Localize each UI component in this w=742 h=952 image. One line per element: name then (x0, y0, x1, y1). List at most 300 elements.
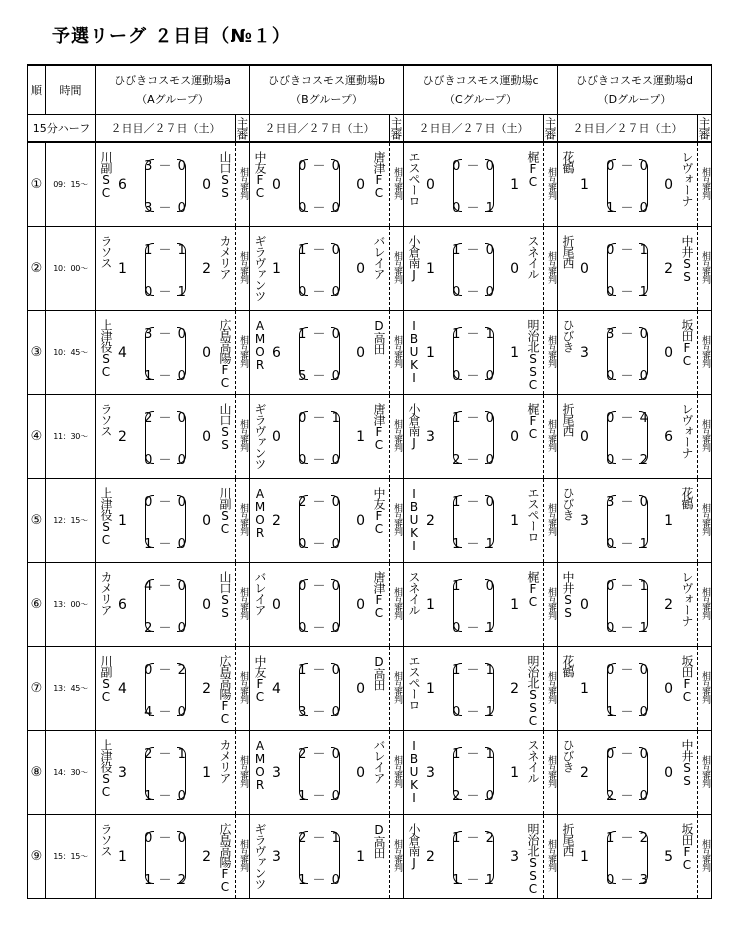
second-half-score: 0 － 1 (144, 285, 187, 300)
home-score: 4 (118, 344, 127, 361)
second-half-score: 0 － 1 (452, 201, 495, 216)
second-half-score: 0 － 1 (452, 705, 495, 720)
away-score: 1 (510, 344, 519, 361)
home-team: カメリア (99, 571, 113, 615)
match-cell (250, 227, 390, 311)
referee-cell: 相互審判 (698, 815, 712, 899)
match-cell (250, 563, 390, 647)
away-score: 0 (356, 260, 365, 277)
kickoff-time: 13：00～ (46, 563, 96, 647)
second-half-score: 0 － 0 (298, 201, 341, 216)
home-score: 3 (580, 344, 589, 361)
referee-cell: 相互審判 (236, 311, 250, 395)
home-team: 中友FC (253, 655, 267, 703)
second-half-score: 0 － 0 (606, 369, 649, 384)
referee-cell: 相互審判 (698, 227, 712, 311)
home-team: 折尾西 (561, 823, 575, 856)
away-score: 2 (664, 260, 673, 277)
home-score: 1 (272, 260, 281, 277)
away-team: 山口SS (218, 571, 232, 619)
match-cell (96, 395, 236, 479)
away-team: レヴォーナ (680, 571, 694, 626)
away-score: 0 (664, 680, 673, 697)
first-half-score: 1 0 (452, 579, 495, 594)
date-label: ２日目／２７日（土） (96, 115, 236, 143)
away-team: バレイア (372, 739, 386, 783)
bracket-right (331, 159, 340, 212)
round-number: ⑦ (28, 647, 46, 731)
match-cell (250, 395, 390, 479)
kickoff-time: 11：30～ (46, 395, 96, 479)
referee-cell: 相互審判 (698, 563, 712, 647)
second-half-score: 0 － 0 (298, 453, 341, 468)
second-half-score: 0 － 1 (606, 621, 649, 636)
home-team: エスペーロ (407, 151, 421, 206)
home-team: 上津役SC (99, 487, 113, 546)
away-team: 唐津FC (372, 571, 386, 619)
home-team: 川副SC (99, 655, 113, 703)
page-title: 予選リーグ ２日目（№１） (52, 26, 291, 47)
away-team: 山口SS (218, 151, 232, 199)
second-half-score: 1 － 1 (452, 873, 495, 888)
time-header: 時間 (46, 65, 96, 115)
first-half-score: 3 － 0 (144, 327, 187, 342)
away-team: 坂田FC (680, 319, 694, 367)
match-cell (96, 311, 236, 395)
bracket-right (485, 747, 494, 800)
home-team: ひびき (561, 319, 575, 352)
round-number: ④ (28, 395, 46, 479)
bracket-right (331, 327, 340, 380)
match-cell (558, 479, 698, 563)
referee-cell: 相互審判 (236, 815, 250, 899)
first-half-score: 1 － 1 (452, 327, 495, 342)
home-score: 3 (272, 764, 281, 781)
home-team: ギラヴァンツ (253, 235, 267, 301)
second-half-score: 1 － 2 (144, 873, 187, 888)
home-team: IBUKI (407, 487, 421, 552)
first-half-score: 2 － 0 (144, 411, 187, 426)
kickoff-time: 12：15～ (46, 479, 96, 563)
first-half-score: 1 － 0 (452, 411, 495, 426)
home-score: 0 (580, 260, 589, 277)
away-team: D高田 (372, 655, 386, 690)
home-score: 1 (580, 848, 589, 865)
round-number: ① (28, 142, 46, 227)
away-team: 明治北SSC (526, 655, 540, 727)
bracket-right (639, 579, 648, 632)
away-score: 0 (202, 512, 211, 529)
away-score: 0 (510, 428, 519, 445)
referee-cell: 相互審判 (390, 563, 404, 647)
second-half-score: 2 － 0 (452, 453, 495, 468)
away-team: 坂田FC (680, 823, 694, 871)
second-half-score: 1 － 0 (298, 873, 341, 888)
kickoff-time: 14：30～ (46, 731, 96, 815)
referee-cell: 相互審判 (390, 142, 404, 227)
round-number: ⑧ (28, 731, 46, 815)
match-cell (558, 815, 698, 899)
bracket-right (639, 159, 648, 212)
first-half-score: 1 － 1 (452, 663, 495, 678)
bracket-right (331, 747, 340, 800)
away-team: 坂田FC (680, 655, 694, 703)
match-row (28, 731, 712, 815)
home-score: 0 (580, 596, 589, 613)
home-team: ギラヴァンツ (253, 823, 267, 889)
away-team: D高田 (372, 319, 386, 354)
away-score: 1 (510, 512, 519, 529)
bracket-right (639, 831, 648, 884)
referee-header: 主審 (390, 115, 404, 143)
home-score: 4 (118, 680, 127, 697)
second-half-score: 0 － 2 (606, 453, 649, 468)
bracket-right (639, 327, 648, 380)
second-half-score: 0 － 0 (144, 453, 187, 468)
first-half-score: 3 － 0 (606, 495, 649, 510)
referee-cell: 相互審判 (698, 311, 712, 395)
match-cell (404, 227, 544, 311)
away-team: 中友FC (372, 487, 386, 535)
away-score: 2 (202, 260, 211, 277)
away-score: 0 (356, 764, 365, 781)
first-half-score: 1 － 0 (452, 243, 495, 258)
kickoff-time: 13：45～ (46, 647, 96, 731)
second-half-score: 3 － 0 (298, 705, 341, 720)
home-team: バレイア (253, 571, 267, 615)
match-cell (250, 815, 390, 899)
away-score: 0 (510, 260, 519, 277)
home-score: 6 (118, 176, 127, 193)
referee-cell: 相互審判 (544, 479, 558, 563)
home-team: ラソス (99, 235, 113, 268)
home-score: 3 (118, 764, 127, 781)
bracket-right (177, 831, 186, 884)
away-team: エスペーロ (526, 487, 540, 542)
referee-cell: 相互審判 (544, 395, 558, 479)
referee-header: 主審 (698, 115, 712, 143)
bracket-right (177, 663, 186, 716)
bracket-right (485, 411, 494, 464)
match-cell (558, 563, 698, 647)
away-score: 0 (356, 176, 365, 193)
home-team: 小倉南J (407, 403, 421, 449)
first-half-score: 0 － 2 (144, 663, 187, 678)
away-score: 2 (202, 848, 211, 865)
second-half-score: 0 － 1 (606, 285, 649, 300)
first-half-score: 0 － 0 (298, 159, 341, 174)
round-number: ⑥ (28, 563, 46, 647)
second-half-score: 3 － 0 (144, 201, 187, 216)
home-score: 1 (118, 260, 127, 277)
round-number: ③ (28, 311, 46, 395)
away-team: レヴォーナ (680, 151, 694, 206)
match-cell (404, 563, 544, 647)
second-half-score: 1 － 0 (606, 201, 649, 216)
referee-cell: 相互審判 (390, 479, 404, 563)
bracket-right (177, 495, 186, 548)
referee-cell: 相互審判 (544, 731, 558, 815)
match-cell (250, 479, 390, 563)
match-row (28, 815, 712, 899)
referee-cell: 相互審判 (698, 479, 712, 563)
home-team: 川副SC (99, 151, 113, 199)
bracket-right (485, 831, 494, 884)
match-cell (558, 395, 698, 479)
halves-label: 15分ハーフ (28, 115, 96, 143)
second-half-score: 0 － 1 (452, 621, 495, 636)
home-score: 1 (426, 260, 435, 277)
home-score: 1 (118, 848, 127, 865)
bracket-right (639, 663, 648, 716)
home-score: 0 (426, 176, 435, 193)
home-score: 0 (580, 428, 589, 445)
first-half-score: 0 － 1 (298, 411, 341, 426)
away-score: 0 (356, 680, 365, 697)
match-cell (96, 142, 236, 227)
away-score: 0 (202, 344, 211, 361)
match-cell (404, 815, 544, 899)
away-team: 梶FC (526, 571, 540, 608)
kickoff-time: 10：00～ (46, 227, 96, 311)
bracket-right (485, 579, 494, 632)
bracket-right (485, 243, 494, 296)
home-score: 1 (426, 680, 435, 697)
home-team: 折尾西 (561, 235, 575, 268)
second-half-score: 0 － 0 (452, 369, 495, 384)
home-score: 2 (426, 512, 435, 529)
away-team: バレイア (372, 235, 386, 279)
first-half-score: 1 － 0 (298, 327, 341, 342)
referee-cell: 相互審判 (390, 647, 404, 731)
match-row (28, 563, 712, 647)
away-score: 6 (664, 428, 673, 445)
away-score: 0 (202, 176, 211, 193)
referee-header: 主審 (236, 115, 250, 143)
match-row (28, 311, 712, 395)
referee-cell: 相互審判 (544, 815, 558, 899)
away-team: 梶FC (526, 151, 540, 188)
away-score: 2 (510, 680, 519, 697)
match-cell (250, 142, 390, 227)
header-row (28, 65, 712, 115)
home-score: 2 (118, 428, 127, 445)
referee-cell: 相互審判 (544, 563, 558, 647)
match-cell (96, 815, 236, 899)
first-half-score: 0 － 0 (452, 159, 495, 174)
match-cell (96, 563, 236, 647)
away-team: スネイル (526, 739, 540, 783)
first-half-score: 0 － 0 (606, 663, 649, 678)
home-team: 花鶴 (561, 151, 575, 173)
first-half-score: 2 － 0 (298, 495, 341, 510)
home-team: ひびき (561, 487, 575, 520)
first-half-score: 3 － 0 (144, 159, 187, 174)
referee-cell: 相互審判 (544, 227, 558, 311)
referee-cell: 相互審判 (390, 395, 404, 479)
away-team: カメリア (218, 235, 232, 279)
away-team: スネイル (526, 235, 540, 279)
bracket-right (639, 411, 648, 464)
first-half-score: 1 － 1 (144, 243, 187, 258)
match-cell (250, 731, 390, 815)
home-score: 3 (426, 428, 435, 445)
home-team: 花鶴 (561, 655, 575, 677)
home-team: 小倉南J (407, 823, 421, 869)
referee-cell: 相互審判 (236, 227, 250, 311)
bracket-right (331, 243, 340, 296)
second-half-score: 0 － 0 (298, 621, 341, 636)
schedule-table (27, 64, 712, 899)
bracket-right (485, 159, 494, 212)
match-row (28, 647, 712, 731)
date-label: ２日目／２７日（土） (558, 115, 698, 143)
bracket-right (485, 663, 494, 716)
match-cell (96, 647, 236, 731)
match-cell (250, 647, 390, 731)
second-half-score: 0 － 3 (606, 873, 649, 888)
match-cell (404, 479, 544, 563)
referee-cell: 相互審判 (236, 731, 250, 815)
bracket-right (639, 747, 648, 800)
match-row (28, 479, 712, 563)
match-cell (404, 647, 544, 731)
first-half-score: 3 － 0 (606, 327, 649, 342)
home-team: AMOR (253, 319, 267, 371)
second-half-score: 1 － 0 (144, 369, 187, 384)
first-half-score: 1 － 0 (452, 495, 495, 510)
first-half-score: 2 － 0 (298, 747, 341, 762)
match-cell (404, 395, 544, 479)
away-score: 2 (664, 596, 673, 613)
round-number: ⑨ (28, 815, 46, 899)
away-team: 中井SS (680, 235, 694, 283)
home-score: 2 (580, 764, 589, 781)
away-score: 0 (202, 596, 211, 613)
first-half-score: 4 － 0 (144, 579, 187, 594)
kickoff-time: 09：15～ (46, 142, 96, 227)
home-score: 1 (580, 680, 589, 697)
first-half-score: 1 － 0 (298, 243, 341, 258)
match-row (28, 227, 712, 311)
away-score: 3 (510, 848, 519, 865)
away-score: 1 (202, 764, 211, 781)
referee-cell: 相互審判 (390, 311, 404, 395)
first-half-score: 2 － 1 (298, 831, 341, 846)
away-team: 山口SS (218, 403, 232, 451)
second-half-score: 0 － 0 (452, 285, 495, 300)
referee-cell: 相互審判 (390, 815, 404, 899)
away-team: 明治北SSC (526, 319, 540, 391)
away-team: 広島高陽FC (218, 823, 232, 893)
date-label: ２日目／２７日（土） (404, 115, 544, 143)
bracket-right (331, 663, 340, 716)
away-team: 唐津FC (372, 403, 386, 451)
match-row (28, 142, 712, 227)
away-score: 0 (356, 344, 365, 361)
venue-header: ひびきコスモス運動場c （Cグループ） (404, 65, 558, 115)
second-half-score: 4 － 0 (144, 705, 187, 720)
away-team: レヴォーナ (680, 403, 694, 458)
away-team: 広島高陽FC (218, 319, 232, 389)
away-team: 明治北SSC (526, 823, 540, 895)
match-cell (404, 311, 544, 395)
away-team: D高田 (372, 823, 386, 858)
away-score: 1 (510, 596, 519, 613)
home-score: 1 (426, 344, 435, 361)
home-team: 上津役SC (99, 319, 113, 378)
home-team: 中井SS (561, 571, 575, 619)
away-team: 花鶴 (680, 487, 694, 509)
second-half-score: 1 － 0 (606, 705, 649, 720)
match-cell (558, 647, 698, 731)
home-score: 1 (118, 512, 127, 529)
home-score: 3 (426, 764, 435, 781)
match-cell (558, 311, 698, 395)
bracket-right (331, 495, 340, 548)
match-cell (404, 731, 544, 815)
away-score: 0 (664, 344, 673, 361)
referee-cell: 相互審判 (236, 142, 250, 227)
home-team: スネイル (407, 571, 421, 615)
referee-cell: 相互審判 (236, 563, 250, 647)
first-half-score: 0 － 1 (606, 579, 649, 594)
home-team: ギラヴァンツ (253, 403, 267, 469)
home-score: 1 (580, 176, 589, 193)
home-team: AMOR (253, 739, 267, 791)
away-score: 1 (356, 848, 365, 865)
second-half-score: 2 － 0 (606, 789, 649, 804)
bracket-right (177, 159, 186, 212)
away-team: 梶FC (526, 403, 540, 440)
bracket-right (177, 579, 186, 632)
second-half-score: 2 － 0 (144, 621, 187, 636)
referee-cell: 相互審判 (390, 227, 404, 311)
away-score: 2 (202, 680, 211, 697)
away-score: 0 (356, 512, 365, 529)
second-half-score: 5 － 0 (298, 369, 341, 384)
second-half-score: 1 － 1 (452, 537, 495, 552)
subheader-row (28, 115, 712, 143)
referee-cell: 相互審判 (698, 731, 712, 815)
away-score: 0 (202, 428, 211, 445)
match-cell (558, 731, 698, 815)
first-half-score: 0 － 1 (606, 243, 649, 258)
round-number: ② (28, 227, 46, 311)
referee-cell: 相互審判 (544, 647, 558, 731)
home-score: 6 (272, 344, 281, 361)
bracket-right (177, 747, 186, 800)
order-header: 順 (28, 65, 46, 115)
referee-cell: 相互審判 (236, 479, 250, 563)
home-team: 折尾西 (561, 403, 575, 436)
first-half-score: 0 － 0 (144, 831, 187, 846)
bracket-right (177, 411, 186, 464)
first-half-score: 1 － 2 (606, 831, 649, 846)
second-half-score: 2 － 0 (452, 789, 495, 804)
home-score: 2 (272, 512, 281, 529)
bracket-right (639, 495, 648, 548)
venue-header: ひびきコスモス運動場a （Aグループ） (96, 65, 250, 115)
bracket-right (331, 831, 340, 884)
match-cell (404, 142, 544, 227)
venue-header: ひびきコスモス運動場d （Dグループ） (558, 65, 712, 115)
home-score: 0 (272, 428, 281, 445)
away-score: 1 (510, 176, 519, 193)
home-team: IBUKI (407, 319, 421, 384)
second-half-score: 0 － 0 (298, 537, 341, 552)
home-score: 0 (272, 596, 281, 613)
